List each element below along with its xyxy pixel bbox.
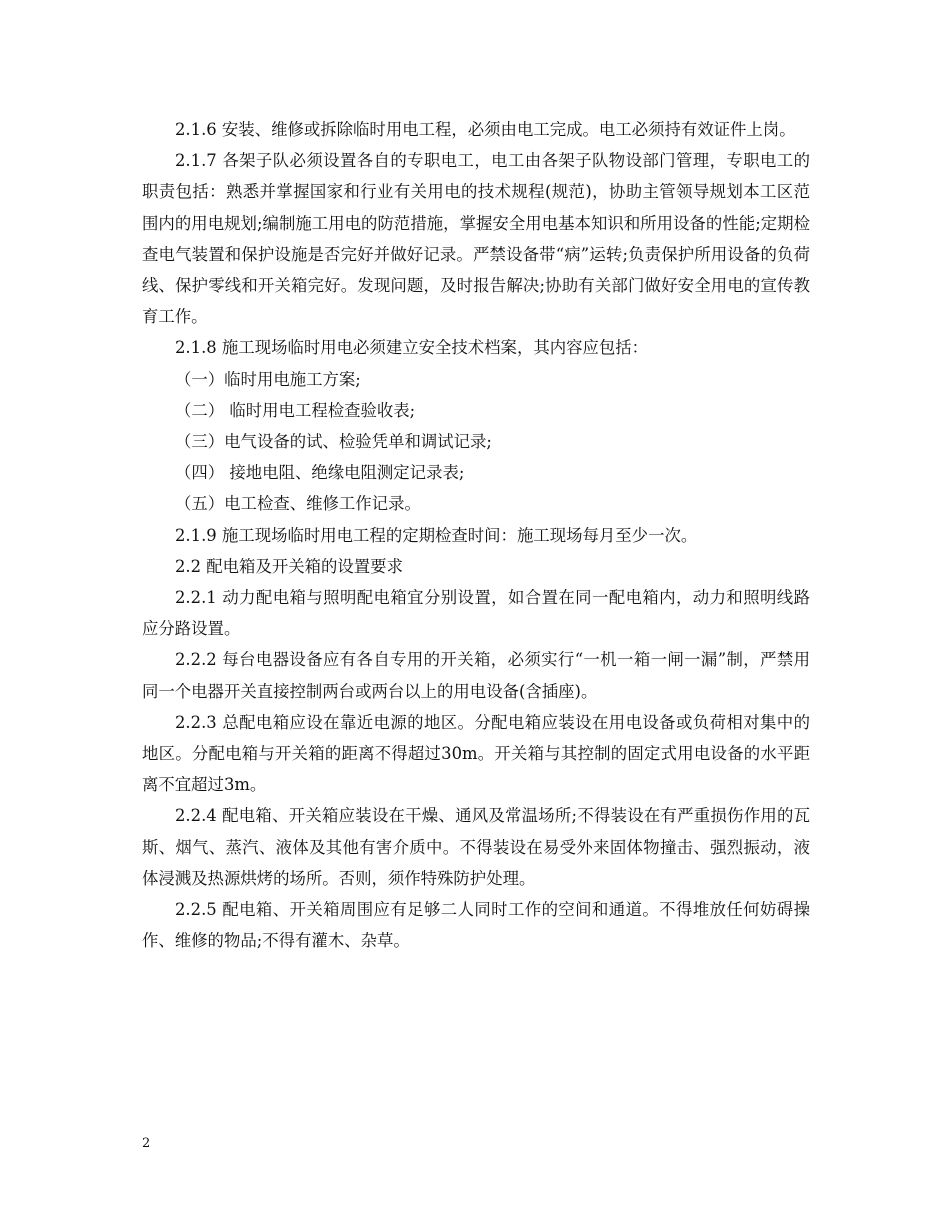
paragraph-2-1-8: 2.1.8 施工现场临时用电必须建立安全技术档案，其内容应包括： bbox=[175, 338, 649, 358]
list-item-5: （五）电工检查、维修工作记录。 bbox=[175, 494, 421, 514]
paragraph-2-2-4: 2.2.4 配电箱、开关箱应装设在干燥、通风及常温场所;不得装设在有严重损伤作用的瓦斯、烟气、蒸汽、液体及其他有害介质中。不得装设在易受外来固体物撞击、强烈振动，液体浸溅及热源烘烤的场所。否则，须作特殊防护处理。 bbox=[142, 806, 810, 888]
page-number: 2 bbox=[142, 1136, 151, 1151]
paragraph-2-2-1: 2.2.1 动力配电箱与照明配电箱宜分别设置，如合置在同一配电箱内，动力和照明线路应分路设置。 bbox=[142, 588, 810, 639]
list-item-2: （二） 临时用电工程检查验收表; bbox=[175, 400, 416, 420]
paragraph-2-2-3: 2.2.3 总配电箱应设在靠近电源的地区。分配电箱应装设在用电设备或负荷相对集中的地区。分配电箱与开关箱的距离不得超过30m。开关箱与其控制的固定式用电设备的水平距离不宜超过3m。 bbox=[142, 712, 810, 795]
paragraph-2-1-6: 2.1.6 安装、维修或拆除临时用电工程，必须由电工完成。电工必须持有效证件上岗。 bbox=[175, 120, 796, 139]
paragraph-2-2-2: 2.2.2 每台电器设备应有各自专用的开关箱，必须实行“一机一箱一闸一漏”制，严禁用同一个电器开关直接控制两台或两台以上的用电设备(含插座)。 bbox=[142, 650, 810, 701]
list-item-4: （四） 接地电阻、绝缘电阻测定记录表; bbox=[175, 463, 465, 483]
paragraph-2-1-9: 2.1.9 施工现场临时用电工程的定期检查时间：施工现场每月至少一次。 bbox=[175, 525, 698, 545]
document-body bbox=[142, 114, 810, 956]
list-item-3: （三）电气设备的试、检验凭单和调试记录; bbox=[175, 432, 492, 452]
section-heading-2-2: 2.2 配电箱及开关箱的设置要求 bbox=[175, 556, 403, 576]
paragraph-2-2-5: 2.2.5 配电箱、开关箱周围应有足够二人同时工作的空间和通道。不得堆放任何妨碍操作、维修的物品;不得有灌木、杂草。 bbox=[142, 900, 810, 951]
list-item-1: （一）临时用电施工方案; bbox=[175, 369, 361, 389]
paragraph-2-1-7: 2.1.7 各架子队必须设置各自的专职电工，电工由各架子队物设部门管理，专职电工的职责包括：熟悉并掌握国家和行业有关用电的技术规程(规范)，协助主管领导规划本工区范围内的用电规划;编制施工用电的防范措施，掌握安全用电基本知识和所用设备的性能;定期检查电气装置和保护设施是否完好并做好记录。严禁设备带“病”运转;负责保护所用设备的负荷线、保护零线和开关箱完好。发现问题，及时报告解决;协助有关部门做好安全用电的宣传教育工作。 bbox=[142, 151, 810, 327]
